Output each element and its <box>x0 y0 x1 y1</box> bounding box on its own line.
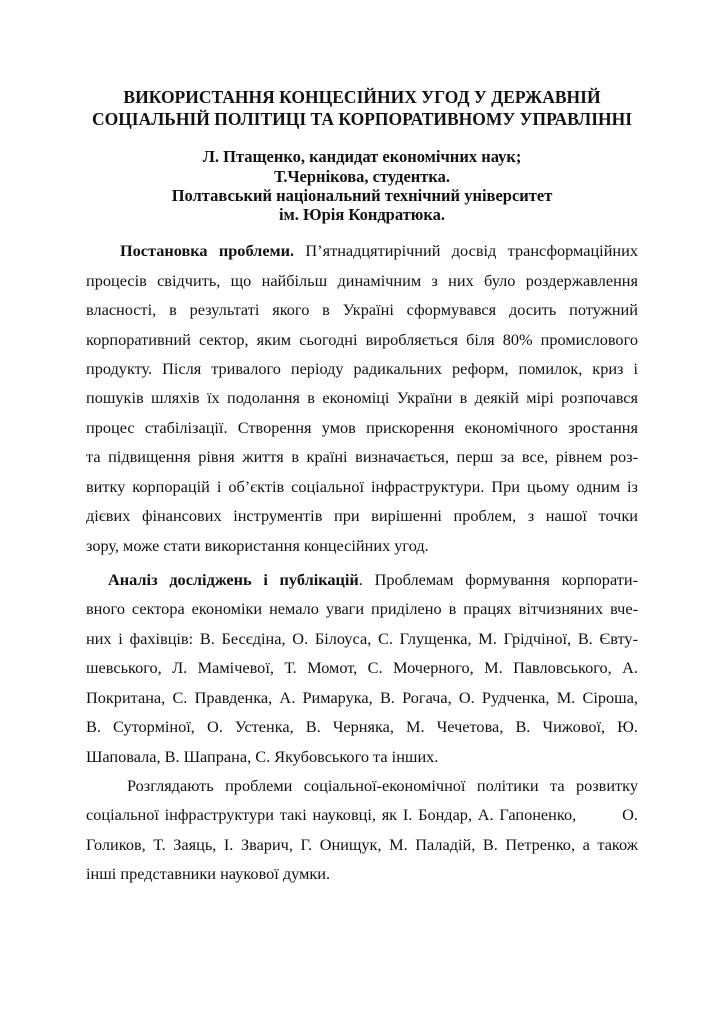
author-line-2: Т.Чернікова, студентка. <box>273 167 451 186</box>
section-heading: Аналіз досліджень і публікацій <box>108 570 359 589</box>
paragraph-line: Покритана, С. Правденка, А. Римарука, В. Рогача, О. Рудченка, М. Сіроша, <box>86 688 638 707</box>
paragraph-line: дієвих фінансових інструментів при вирішенні проблем, з нашої точки <box>86 506 638 525</box>
paragraph-line: інші представники наукової думки. <box>86 864 331 883</box>
paragraph-line <box>108 570 638 590</box>
paragraph-line: зору, може стати використання концесійних угод. <box>86 536 429 555</box>
paragraph-line: Голиков, Т. Заяць, І. Зварич, Г. Онищук, М. Паладій, В. Петренко, а також <box>86 835 638 854</box>
paragraph-line: вного сектора економіки немало уваги приділено в працях вітчизняних вче- <box>86 599 638 618</box>
title-line-1: ВИКОРИСТАННЯ КОНЦЕСІЙНИХ УГОД У ДЕРЖАВНІЙ <box>123 87 601 107</box>
paragraph-line <box>120 241 638 261</box>
paragraph-line: пошуків шляхів їх подолання в економіці України в деякій мірі розпочався <box>86 388 638 407</box>
line-text: . Проблемам формування корпорати- <box>358 570 638 589</box>
paragraph-line: Розглядають проблеми соціальної-економічної політики та розвитку <box>127 776 638 795</box>
paragraph-line: шевського, Л. Мамічевої, Т. Момот, С. Мочерного, М. Павловського, А. <box>86 658 638 677</box>
author-line-1: Л. Птащенко, кандидат економічних наук; <box>202 147 522 166</box>
paragraph-line: процесів свідчить, що найбільш динамічним з них було роздержавлення <box>86 271 638 290</box>
affiliation-line-1: Полтавський національний технічний університет <box>171 186 553 205</box>
paragraph-line: соціальної інфраструктури такі науковці, як І. Бондар, А. Гапоненко, О. <box>86 805 638 824</box>
paragraph-line: власності, в результаті якого в Україні сформувався досить потужний <box>86 300 638 319</box>
paragraph-line: продукту. Після тривалого періоду радикальних реформ, помилок, криз і <box>86 359 638 378</box>
paragraph-line: та підвищення рівня життя в країні визначається, перш за все, рівнем роз- <box>86 447 638 466</box>
section-heading: Постановка проблеми. <box>120 241 295 260</box>
line-text: П’ятнадцятирічний досвід трансформаційних <box>294 241 638 260</box>
paragraph-line: Шаповала, В. Шапрана, С. Якубовського та інших. <box>86 747 439 766</box>
paragraph-line: них і фахівців: В. Бесєдіна, О. Білоуса, С. Глущенка, М. Грідчіної, В. Євту- <box>86 629 638 648</box>
title-line-2: СОЦІАЛЬНІЙ ПОЛІТИЦІ ТА КОРПОРАТИВНОМУ УПРАВЛІННІ <box>91 109 633 129</box>
paragraph-line: В. Суторміної, О. Устенка, В. Черняка, М. Чечетова, В. Чижової, Ю. <box>86 717 638 736</box>
affiliation-line-2: ім. Юрія Кондратюка. <box>278 205 446 224</box>
paragraph-line: процес стабілізації. Створення умов прискорення економічного зростання <box>86 418 638 437</box>
paragraph-line: корпоративний сектор, яким сьогодні виробляється біля 80% промислового <box>86 330 638 349</box>
paragraph-line: витку корпорацій і об’єктів соціальної інфраструктури. При цьому одним із <box>86 477 638 496</box>
